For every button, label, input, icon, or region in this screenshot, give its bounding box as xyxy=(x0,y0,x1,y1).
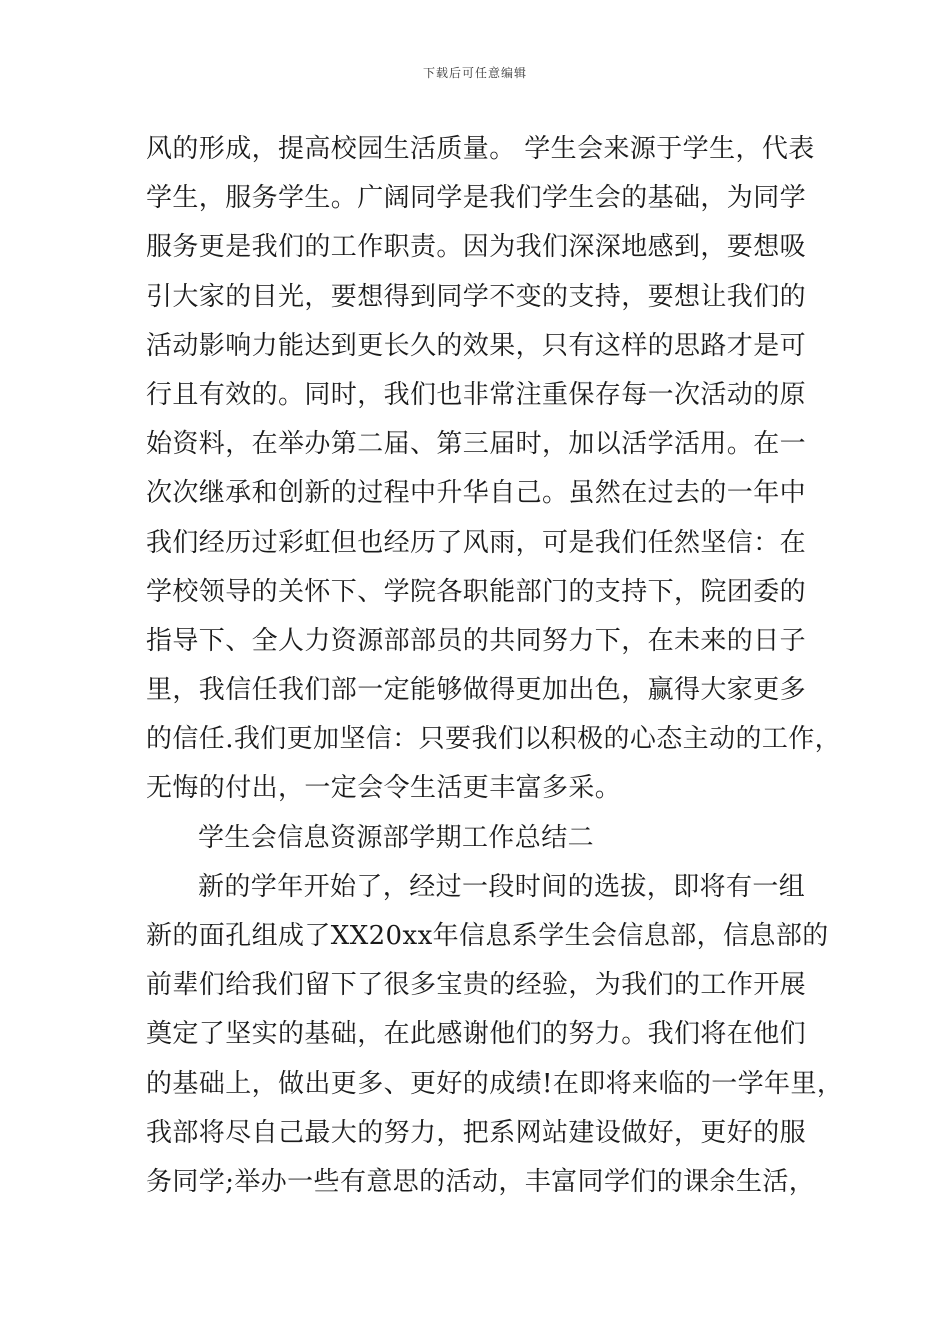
text-line: 我们经历过彩虹但也经历了风雨，可是我们任然坚信：在 xyxy=(146,527,807,558)
text-line: 服务更是我们的工作职责。因为我们深深地感到，要想吸 xyxy=(146,232,807,263)
text-line: 风的形成，提高校园生活质量。 学生会来源于学生，代表 xyxy=(146,134,815,164)
text-line: 次次继承和创新的过程中升华自己。虽然在过去的一年中 xyxy=(146,478,807,509)
section-heading: 学生会信息资源部学期工作总结二 xyxy=(198,822,595,853)
text-line: 学生，服务学生。广阔同学是我们学生会的基础，为同学 xyxy=(146,183,807,214)
text-line: 奠定了坚实的基础，在此感谢他们的努力。我们将在他们 xyxy=(146,1019,807,1050)
text-line: 引大家的目光，要想得到同学不变的支持，要想让我们的 xyxy=(146,281,807,312)
text-line: 新的面孔组成了XX20xx年信息系学生会信息部，信息部的 xyxy=(146,921,829,951)
page-header: 下载后可任意编辑 xyxy=(422,66,527,80)
text-line: 务同学;举办一些有意思的活动，丰富同学们的课余生活， xyxy=(146,1166,816,1197)
text-line: 前辈们给我们留下了很多宝贵的经验，为我们的工作开展 xyxy=(146,970,807,1001)
paragraph-first-line: 新的学年开始了，经过一段时间的选拔，即将有一组 xyxy=(198,871,806,902)
document-body xyxy=(146,125,844,1207)
text-line: 学校领导的关怀下、学院各职能部门的支持下，院团委的 xyxy=(146,576,807,607)
text-line: 行且有效的。同时，我们也非常注重保存每一次活动的原 xyxy=(146,379,807,410)
text-line: 的基础上，做出更多、更好的成绩!在即将来临的一学年里， xyxy=(146,1068,844,1099)
text-line: 始资料，在举办第二届、第三届时，加以活学活用。在一 xyxy=(146,429,807,460)
text-line: 指导下、全人力资源部部员的共同努力下，在未来的日子 xyxy=(146,625,807,656)
text-line: 的信任.我们更加坚信：只要我们以积极的心态主动的工作， xyxy=(146,724,842,755)
text-line: 无悔的付出，一定会令生活更丰富多采。 xyxy=(146,773,622,804)
text-line: 活动影响力能达到更长久的效果，只有这样的思路才是可 xyxy=(146,330,807,361)
text-line: 里，我信任我们部一定能够做得更加出色，赢得大家更多 xyxy=(146,675,807,706)
text-line: 我部将尽自己最大的努力，把系网站建设做好，更好的服 xyxy=(146,1117,807,1148)
